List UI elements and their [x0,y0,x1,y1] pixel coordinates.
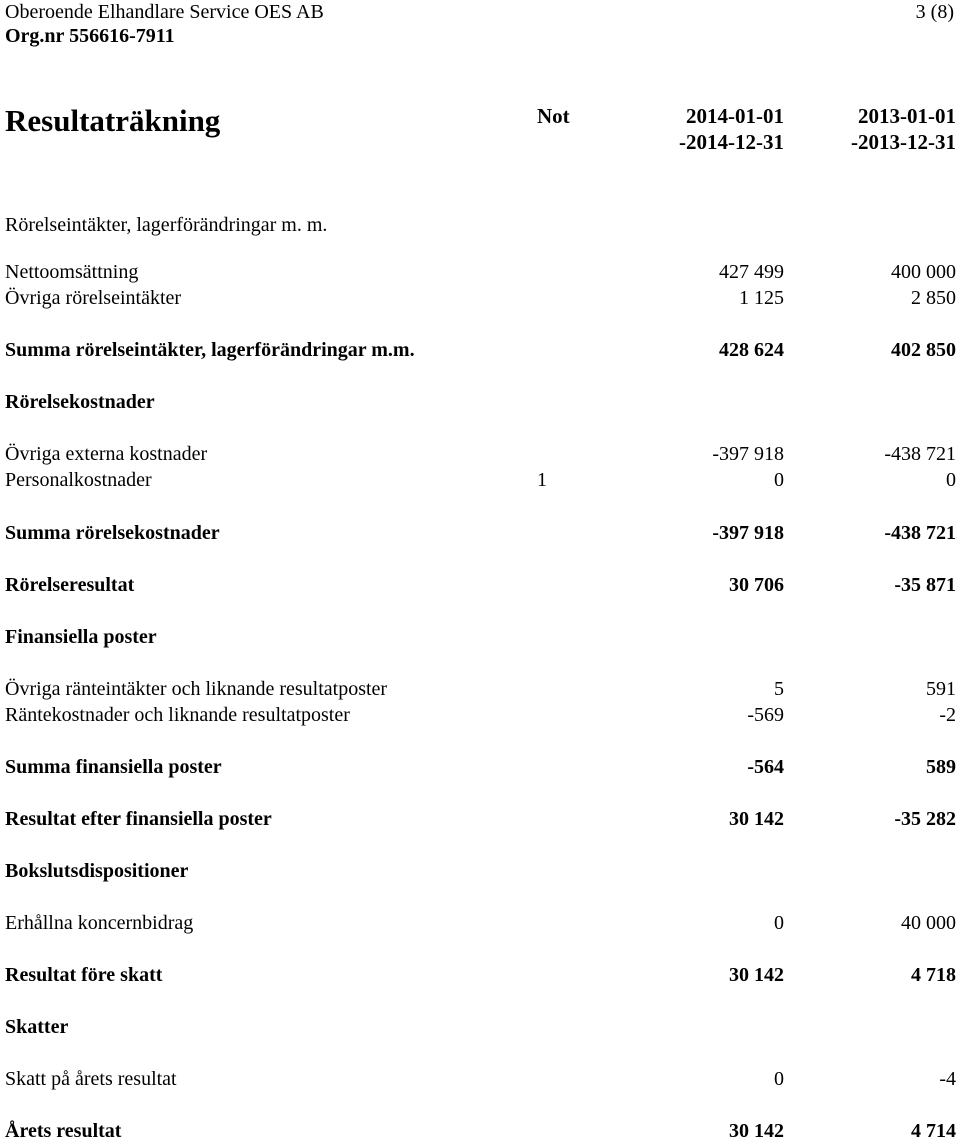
row-value-previous: 4 714 [911,1120,956,1142]
row-note-reference: 1 [537,469,547,491]
table-row [0,285,960,311]
org-number: Org.nr 556616-7911 [5,25,175,47]
row-value-previous: -35 871 [894,574,956,596]
row-label: Resultat efter finansiella poster [5,808,272,830]
net-result-row [0,1118,960,1144]
table-row [0,676,960,702]
row-value-previous: 40 000 [901,912,956,934]
row-value-current: -564 [747,756,784,778]
section-heading-taxes [0,1014,960,1040]
section-heading-operating-expenses [0,389,960,415]
current-period-start: 2014-01-01 [686,104,784,128]
row-value-current: 5 [774,678,784,700]
row-label: Rörelsekostnader [5,391,155,413]
table-row [0,910,960,936]
row-value-current: 428 624 [719,339,784,361]
row-value-current: 0 [774,912,784,934]
table-row [0,467,960,493]
row-label: Personalkostnader [5,469,152,491]
previous-period-start: 2013-01-01 [858,104,956,128]
table-row [0,1066,960,1092]
subtotal-row [0,520,960,546]
row-value-previous: -2 [939,704,956,726]
section-heading-operating-income [0,212,960,238]
row-value-current: -569 [747,704,784,726]
page-number: 3 (8) [915,1,954,23]
row-value-current: 0 [774,469,784,491]
row-value-previous: -438 721 [884,522,956,544]
row-value-current: 1 125 [739,287,784,309]
row-value-previous: 589 [926,756,956,778]
subtotal-row [0,754,960,780]
row-label: Rörelseresultat [5,574,135,596]
row-value-current: 30 142 [729,808,784,830]
row-value-current: 30 142 [729,1120,784,1142]
statement-title: Resultaträkning [5,103,221,138]
row-label: Övriga ränteintäkter och liknande resultatposter [5,678,388,700]
row-value-previous: 2 850 [911,287,956,309]
row-label: Summa rörelsekostnader [5,522,220,544]
row-label: Övriga externa kostnader [5,443,208,465]
company-name: Oberoende Elhandlare Service OES AB [5,1,324,23]
row-value-previous: 0 [946,469,956,491]
current-period-end: -2014-12-31 [679,130,784,154]
row-label: Skatt på årets resultat [5,1068,177,1090]
table-row [0,702,960,728]
row-value-previous: 4 718 [911,964,956,986]
row-value-previous: 591 [926,678,956,700]
row-value-previous: 402 850 [891,339,956,361]
table-row [0,259,960,285]
row-value-current: -397 918 [712,522,784,544]
row-value-previous: -35 282 [894,808,956,830]
column-header-current-period [679,103,784,155]
row-label: Erhållna koncernbidrag [5,912,194,934]
section-heading-appropriations [0,858,960,884]
row-label: Övriga rörelseintäkter [5,287,182,309]
column-header-note: Not [537,104,570,128]
row-value-current: 427 499 [719,261,784,283]
row-label: Bokslutsdispositioner [5,860,189,882]
subtotal-row [0,572,960,598]
subtotal-row [0,962,960,988]
row-value-current: 0 [774,1068,784,1090]
row-label: Finansiella poster [5,626,157,648]
row-label: Summa finansiella poster [5,756,222,778]
row-label: Summa rörelseintäkter, lagerförändringar m.m. [5,339,415,361]
row-value-previous: -438 721 [884,443,956,465]
row-label: Årets resultat [5,1120,122,1142]
table-row [0,441,960,467]
row-label: Nettoomsättning [5,261,139,283]
section-heading-financial-items [0,624,960,650]
row-value-previous: 400 000 [891,261,956,283]
subtotal-row [0,337,960,363]
row-label: Skatter [5,1016,69,1038]
row-value-current: 30 706 [729,574,784,596]
row-value-previous: -4 [939,1068,956,1090]
subtotal-row [0,806,960,832]
previous-period-end: -2013-12-31 [851,130,956,154]
column-header-previous-period [851,103,956,155]
row-value-current: -397 918 [712,443,784,465]
row-value-current: 30 142 [729,964,784,986]
row-label: Rörelseintäkter, lagerförändringar m. m. [5,214,328,236]
row-label: Resultat före skatt [5,964,163,986]
row-label: Räntekostnader och liknande resultatposter [5,704,350,726]
